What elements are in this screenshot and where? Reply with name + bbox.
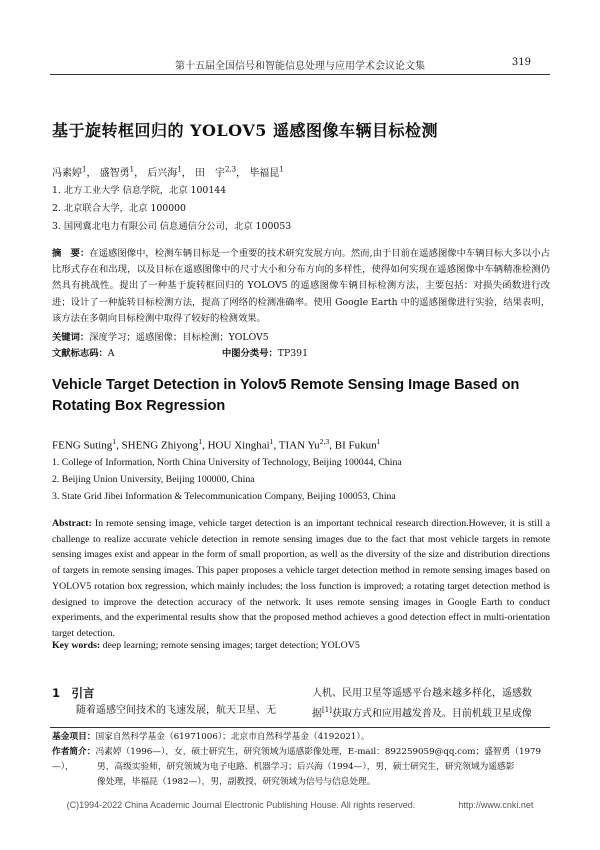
author-name: 毕福昆 [249,168,280,179]
english-keywords [52,640,360,651]
chinese-keywords-text: 深度学习；遥感图像；目标检测；YOLOV5 [89,332,269,343]
author-sup: 1 [269,437,274,446]
right-column-text: 据 [312,708,322,720]
author-name: BI Fukun [334,439,377,452]
author-name: FENG Suting [52,439,113,452]
author-sup: 1 [279,165,284,174]
right-column-line-1: 人机、民用卫星等遥感平台越来越多样化，遥感数 [312,688,532,699]
author-name: HOU Xinghai [207,439,270,452]
author-sup: 1 [112,437,117,446]
fund-footnote [52,730,550,745]
bio-footnote-line-3: 像处理，毕福昆（1982—），男，副教授，研究领域为信号与信息处理。 [97,777,376,787]
author-sup: 1 [129,165,135,174]
author-sup: 1 [82,165,87,174]
author-name: 后兴海 [147,168,178,179]
clc-line [222,345,308,359]
author-sup: 2,3 [224,165,237,174]
english-abstract-text: In remote sensing image, vehicle target detection is an important technical research direction.However, it is still a challenge to realize accurate vehicle detection in remote sensing images due to the fact that most vehicle targets in remote sensing images exist and appear in the form of small proportion, as well as the diversity of the size and distribution directions of targets in remote sensing images. This paper proposes a vehicle target detection method in remote sensing images based on YOLOV5 rotation box regression, which mainly includes: the loss function is improved; a rotating target detection method is designed to improve the detection accuracy of the network. It uses remote sensing images in Google Earth to conduct experiments, and the experimental results show that the proposed method achieves a good detection effect in multi-orientation target detection. [52,518,550,639]
english-affiliation-1: 1. College of Information, North China University of Technology, Beijing 100044, China [52,457,402,468]
chinese-abstract-label: 摘 要： [52,248,90,259]
left-column-text: 随着遥感空间技术的飞速发展，航天卫星、无 [76,705,276,716]
english-affiliation-3: 3. State Grid Jibei Information & Telecommunication Company, Beijing 100053, China [52,491,396,502]
author-name: 盛智勇 [99,168,130,179]
author-sup: 2,3 [319,437,330,446]
chinese-keywords [52,329,269,343]
english-abstract-label: Abstract: [52,518,92,529]
chinese-affiliation-2: 2. 北京联合大学，北京 100000 [52,203,186,214]
chinese-abstract [52,246,550,327]
english-title: Vehicle Target Detection in Yolov5 Remote Sensing Image Based on Rotating Box Regression [52,377,520,414]
citation-ref: [1] [322,706,332,714]
header-rule [50,74,550,75]
bio-text: 冯素婷（1996—），女，硕士研究生，研究领域为遥感影像处理，E-mail：892259059@qq.com；盛智勇（1979—）， [52,747,542,772]
chinese-abstract-text: 在遥感图像中，检测车辆目标是一个重要的技术研究发展方向。然而,由于目前在遥感图像中车辆目标大多以小占比形式存在和出现，以及目标在遥感图像中的尺寸大小和分布方向的多样性，使得如何实现在遥感图像中车辆精准检测仍然具有挑战性。提出了一种基于旋转框回归的 YOLOV5 的遥感图像车辆目标检测方法，主要包括：对损失函数进行改进；设计了一种旋转目标检测方法，提高了网络的检测准确率。使用 Google Earth 中的遥感图像进行实验，结果表明，该方法在多朝向目标检测中取得了较好的检测效果。 [52,248,550,324]
chinese-authors: 冯素婷$^1$， 盛智勇$^1$， 后兴海$^1$， 田 宇$^{2,3}$， 毕福昆$^1$ [52,165,284,179]
fund-label: 基金项目： [52,732,96,742]
running-header-title: 第十五届全国信号和智能信息处理与应用学术会议论文集 [175,61,425,72]
author-name: SHENG Zhiyong [121,439,199,452]
english-authors: FENG Suting$^1$, SHENG Zhiyong$^1$, HOU Xinghai$^1$, TIAN Yu$^{2,3}$, BI Fukun$^1$ [52,437,381,452]
bio-label: 作者简介： [52,747,96,757]
section-heading-introduction: 1 引言 [52,686,95,700]
cnki-link[interactable]: http://www.cnki.net [458,800,534,810]
chinese-keywords-label: 关键词： [52,332,90,343]
clc-label: 中图分类号： [222,348,278,359]
english-abstract [52,516,550,642]
chinese-affiliation-3: 3. 国网冀北电力有限公司 信息通信分公司，北京 100053 [52,221,292,232]
english-affiliation-2: 2. Beijing Union University, Beijing 100000, China [52,474,255,485]
right-column-text: 获取方式和应用越发普及。目前机载卫星成像 [331,708,532,720]
copyright-footer [0,800,600,810]
fund-text: 国家自然科学基金（61971006）；北京市自然科学基金（4192021）。 [95,732,370,742]
chinese-title: 基于旋转框回归的 YOLOV5 遥感图像车辆目标检测 [52,121,438,140]
author-name: 田 宇 [194,168,225,179]
chinese-affiliation-1: 1. 北方工业大学 信息学院，北京 100144 [52,185,227,196]
footnote-rule [50,727,550,728]
author-name: 冯素婷 [52,168,82,179]
english-keywords-text: deep learning; remote sensing images; target detection; YOLOV5 [102,640,360,651]
bio-footnote-line-2: 男，高级实验师，研究领域为电子电路、机器学习；后兴海（1994—），男，硕士研究生，研究领域为遥感影 [97,762,515,772]
right-column-line-2 [312,702,550,722]
author-sup: 1 [198,437,203,446]
english-keywords-label: Key words: [52,640,101,651]
copyright-text: (C)1994-2022 China Academic Journal Electronic Publishing House. All rights reserved. [66,800,416,810]
doc-code-label: 文献标志码： [52,348,108,359]
clc-value: TP391 [277,348,308,359]
page-number: 319 [511,57,531,68]
doc-code-value: A [107,348,115,359]
author-name: TIAN Yu [278,439,320,452]
author-sup: 1 [177,165,182,174]
document-code-line [52,345,115,359]
author-sup: 1 [376,437,381,446]
